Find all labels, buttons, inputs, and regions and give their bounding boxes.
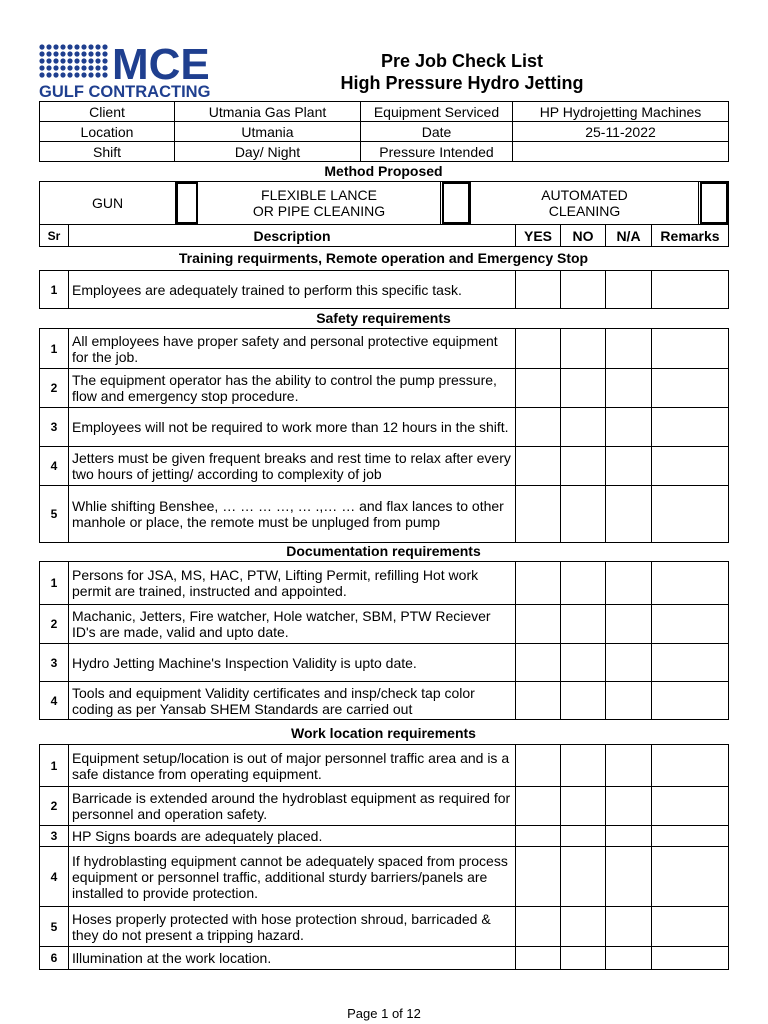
na-cell[interactable]: [606, 787, 652, 826]
title-line-2: High Pressure Hydro Jetting: [340, 73, 584, 93]
remarks-cell[interactable]: [652, 562, 729, 605]
yes-cell[interactable]: [516, 329, 561, 369]
job-info-table: [39, 101, 729, 162]
remarks-cell[interactable]: [652, 644, 729, 682]
location-value: Utmania: [175, 122, 361, 142]
na-cell[interactable]: [606, 369, 652, 408]
item-number: 1: [40, 745, 69, 787]
remarks-cell[interactable]: [652, 907, 729, 947]
method-flexible-lance-checkbox[interactable]: [441, 182, 471, 225]
no-cell[interactable]: [561, 486, 606, 543]
remarks-cell[interactable]: [652, 847, 729, 907]
item-number: 3: [40, 408, 69, 447]
table-row: [40, 447, 729, 486]
item-number: 2: [40, 369, 69, 408]
section-title-training: Training requirments, Remote operation and Emergency Stop: [178, 250, 589, 266]
yes-cell[interactable]: [516, 787, 561, 826]
na-cell[interactable]: [606, 271, 652, 309]
na-cell[interactable]: [606, 562, 652, 605]
auto-line-2: CLEANING: [548, 203, 621, 219]
na-cell[interactable]: [606, 408, 652, 447]
no-cell[interactable]: [561, 447, 606, 486]
no-cell[interactable]: [561, 947, 606, 970]
na-cell[interactable]: [606, 447, 652, 486]
no-cell[interactable]: [561, 826, 606, 847]
table-row: [40, 644, 729, 682]
item-description: Employees will not be required to work more than 12 hours in the shift.: [69, 408, 516, 447]
checklist-header: [39, 224, 729, 247]
no-cell[interactable]: [561, 562, 606, 605]
method-automated-checkbox[interactable]: [699, 182, 729, 225]
yes-cell[interactable]: [516, 826, 561, 847]
item-description: Hoses properly protected with hose protection shroud, barricaded & they do not present a tripping hazard.: [69, 907, 516, 947]
item-description: If hydroblasting equipment cannot be adequately spaced from process equipment or personnel traffic, additional sturdy barriers/panels are installed to provide protection.: [69, 847, 516, 907]
pressure-value: [513, 142, 729, 162]
table-row: [40, 271, 729, 309]
table-row: [40, 369, 729, 408]
logo-text: MCE: [112, 42, 210, 89]
no-cell[interactable]: [561, 408, 606, 447]
flex-line-1: FLEXIBLE LANCE: [261, 187, 377, 203]
table-row: [40, 562, 729, 605]
item-description: Hydro Jetting Machine's Inspection Validity is upto date.: [69, 644, 516, 682]
remarks-cell[interactable]: [652, 745, 729, 787]
item-number: 1: [40, 271, 69, 309]
remarks-cell[interactable]: [652, 787, 729, 826]
shift-value: Day/ Night: [175, 142, 361, 162]
na-cell[interactable]: [606, 605, 652, 644]
section-title-work-location: Work location requirements: [291, 725, 476, 741]
page-number: Page 1 of 12: [347, 1006, 421, 1021]
na-cell[interactable]: [606, 745, 652, 787]
yes-cell[interactable]: [516, 947, 561, 970]
method-proposed-label: Method Proposed: [324, 163, 443, 179]
method-gun-label: GUN: [40, 182, 176, 225]
item-description: Equipment setup/location is out of major personnel traffic area and is a safe distance from operating equipment.: [69, 745, 516, 787]
na-cell[interactable]: [606, 947, 652, 970]
logo-dot-grid: [39, 44, 107, 77]
na-cell[interactable]: [606, 847, 652, 907]
item-number: 4: [40, 682, 69, 720]
company-logo: [38, 42, 230, 100]
yes-cell[interactable]: [516, 486, 561, 543]
no-cell[interactable]: [561, 369, 606, 408]
item-number: 2: [40, 605, 69, 644]
table-row: [40, 787, 729, 826]
no-cell[interactable]: [561, 907, 606, 947]
item-description: Employees are adequately trained to perform this specific task.: [69, 271, 516, 309]
no-cell[interactable]: [561, 605, 606, 644]
item-number: 1: [40, 329, 69, 369]
section-title-documentation: Documentation requirements: [286, 543, 481, 559]
equipment-label: Equipment Serviced: [361, 102, 513, 122]
work-location-table: [39, 744, 729, 970]
remarks-cell[interactable]: [652, 447, 729, 486]
item-number: 2: [40, 787, 69, 826]
remarks-cell[interactable]: [652, 682, 729, 720]
yes-cell[interactable]: [516, 369, 561, 408]
remarks-cell[interactable]: [652, 408, 729, 447]
yes-cell[interactable]: [516, 847, 561, 907]
item-description: The equipment operator has the ability to control the pump pressure, flow and emergency stop procedure.: [69, 369, 516, 408]
logo-subtext: GULF CONTRACTING: [39, 83, 211, 100]
client-value: Utmania Gas Plant: [175, 102, 361, 122]
table-row: [40, 408, 729, 447]
yes-cell[interactable]: [516, 745, 561, 787]
table-row: [40, 745, 729, 787]
table-row: [40, 847, 729, 907]
remarks-cell[interactable]: [652, 605, 729, 644]
method-flexible-lance-label: [198, 182, 441, 225]
no-cell[interactable]: [561, 271, 606, 309]
item-number: 1: [40, 562, 69, 605]
item-description: Illumination at the work location.: [69, 947, 516, 970]
yes-cell[interactable]: [516, 408, 561, 447]
item-number: 3: [40, 644, 69, 682]
na-cell[interactable]: [606, 644, 652, 682]
remarks-cell[interactable]: [652, 329, 729, 369]
item-description: All employees have proper safety and personal protective equipment for the job.: [69, 329, 516, 369]
equipment-value: HP Hydrojetting Machines: [513, 102, 729, 122]
yes-cell[interactable]: [516, 907, 561, 947]
table-row: [40, 907, 729, 947]
yes-cell[interactable]: [516, 562, 561, 605]
no-cell[interactable]: [561, 745, 606, 787]
info-row-shift: [40, 142, 729, 162]
info-row-client: [40, 102, 729, 122]
date-label: Date: [361, 122, 513, 142]
item-number: 5: [40, 486, 69, 543]
yes-cell[interactable]: [516, 271, 561, 309]
item-number: 3: [40, 826, 69, 847]
documentation-table: [39, 561, 729, 720]
no-cell[interactable]: [561, 847, 606, 907]
item-description: Tools and equipment Validity certificates and insp/check tap color coding as per Yansab SHEM Standards are carried out: [69, 682, 516, 720]
no-cell[interactable]: [561, 329, 606, 369]
na-cell[interactable]: [606, 826, 652, 847]
location-label: Location: [40, 122, 175, 142]
method-gun-checkbox[interactable]: [176, 182, 198, 225]
remarks-cell[interactable]: [652, 947, 729, 970]
method-automated-label: [471, 182, 699, 225]
item-description: Machanic, Jetters, Fire watcher, Hole watcher, SBM, PTW Reciever ID's are made, valid and upto date.: [69, 605, 516, 644]
item-description: Persons for JSA, MS, HAC, PTW, Lifting Permit, refilling Hot work permit are trained, instructed and appointed.: [69, 562, 516, 605]
col-sr: Sr: [40, 225, 69, 247]
shift-label: Shift: [40, 142, 175, 162]
na-cell[interactable]: [606, 329, 652, 369]
document-title: [280, 50, 644, 94]
remarks-cell[interactable]: [652, 271, 729, 309]
yes-cell[interactable]: [516, 644, 561, 682]
yes-cell[interactable]: [516, 682, 561, 720]
table-row: [40, 947, 729, 970]
item-number: 4: [40, 447, 69, 486]
auto-line-1: AUTOMATED: [541, 187, 628, 203]
flex-line-2: OR PIPE CLEANING: [252, 203, 386, 219]
item-number: 5: [40, 907, 69, 947]
col-description: Description: [69, 225, 516, 247]
table-row: [40, 605, 729, 644]
date-value: 25-11-2022: [513, 122, 729, 142]
item-number: 6: [40, 947, 69, 970]
table-row: [40, 826, 729, 847]
col-no: NO: [561, 225, 606, 247]
table-row: [40, 329, 729, 369]
section-title-safety: Safety requirements: [316, 310, 451, 326]
remarks-cell[interactable]: [652, 826, 729, 847]
remarks-cell[interactable]: [652, 486, 729, 543]
na-cell[interactable]: [606, 486, 652, 543]
yes-cell[interactable]: [516, 447, 561, 486]
item-description: Whlie shifting Benshee, … … … …, … .,… … and flax lances to other manhole or place, the remote must be unpluged from pump: [69, 486, 516, 543]
col-remarks: Remarks: [652, 225, 729, 247]
col-yes: YES: [516, 225, 561, 247]
no-cell[interactable]: [561, 644, 606, 682]
remarks-cell[interactable]: [652, 369, 729, 408]
item-description: HP Signs boards are adequately placed.: [69, 826, 516, 847]
pressure-label: Pressure Intended: [361, 142, 513, 162]
table-row: [40, 682, 729, 720]
table-row: [40, 486, 729, 543]
col-na: N/A: [606, 225, 652, 247]
safety-table: [39, 328, 729, 543]
item-description: Barricade is extended around the hydroblast equipment as required for personnel and operation safety.: [69, 787, 516, 826]
item-number: 4: [40, 847, 69, 907]
client-label: Client: [40, 102, 175, 122]
no-cell[interactable]: [561, 787, 606, 826]
title-line-1: Pre Job Check List: [380, 51, 544, 71]
na-cell[interactable]: [606, 907, 652, 947]
training-table: [39, 270, 729, 309]
no-cell[interactable]: [561, 682, 606, 720]
yes-cell[interactable]: [516, 605, 561, 644]
method-table: [39, 181, 729, 225]
na-cell[interactable]: [606, 682, 652, 720]
info-row-location: [40, 122, 729, 142]
item-description: Jetters must be given frequent breaks and rest time to relax after every two hours of jetting/ according to complexity of job: [69, 447, 516, 486]
